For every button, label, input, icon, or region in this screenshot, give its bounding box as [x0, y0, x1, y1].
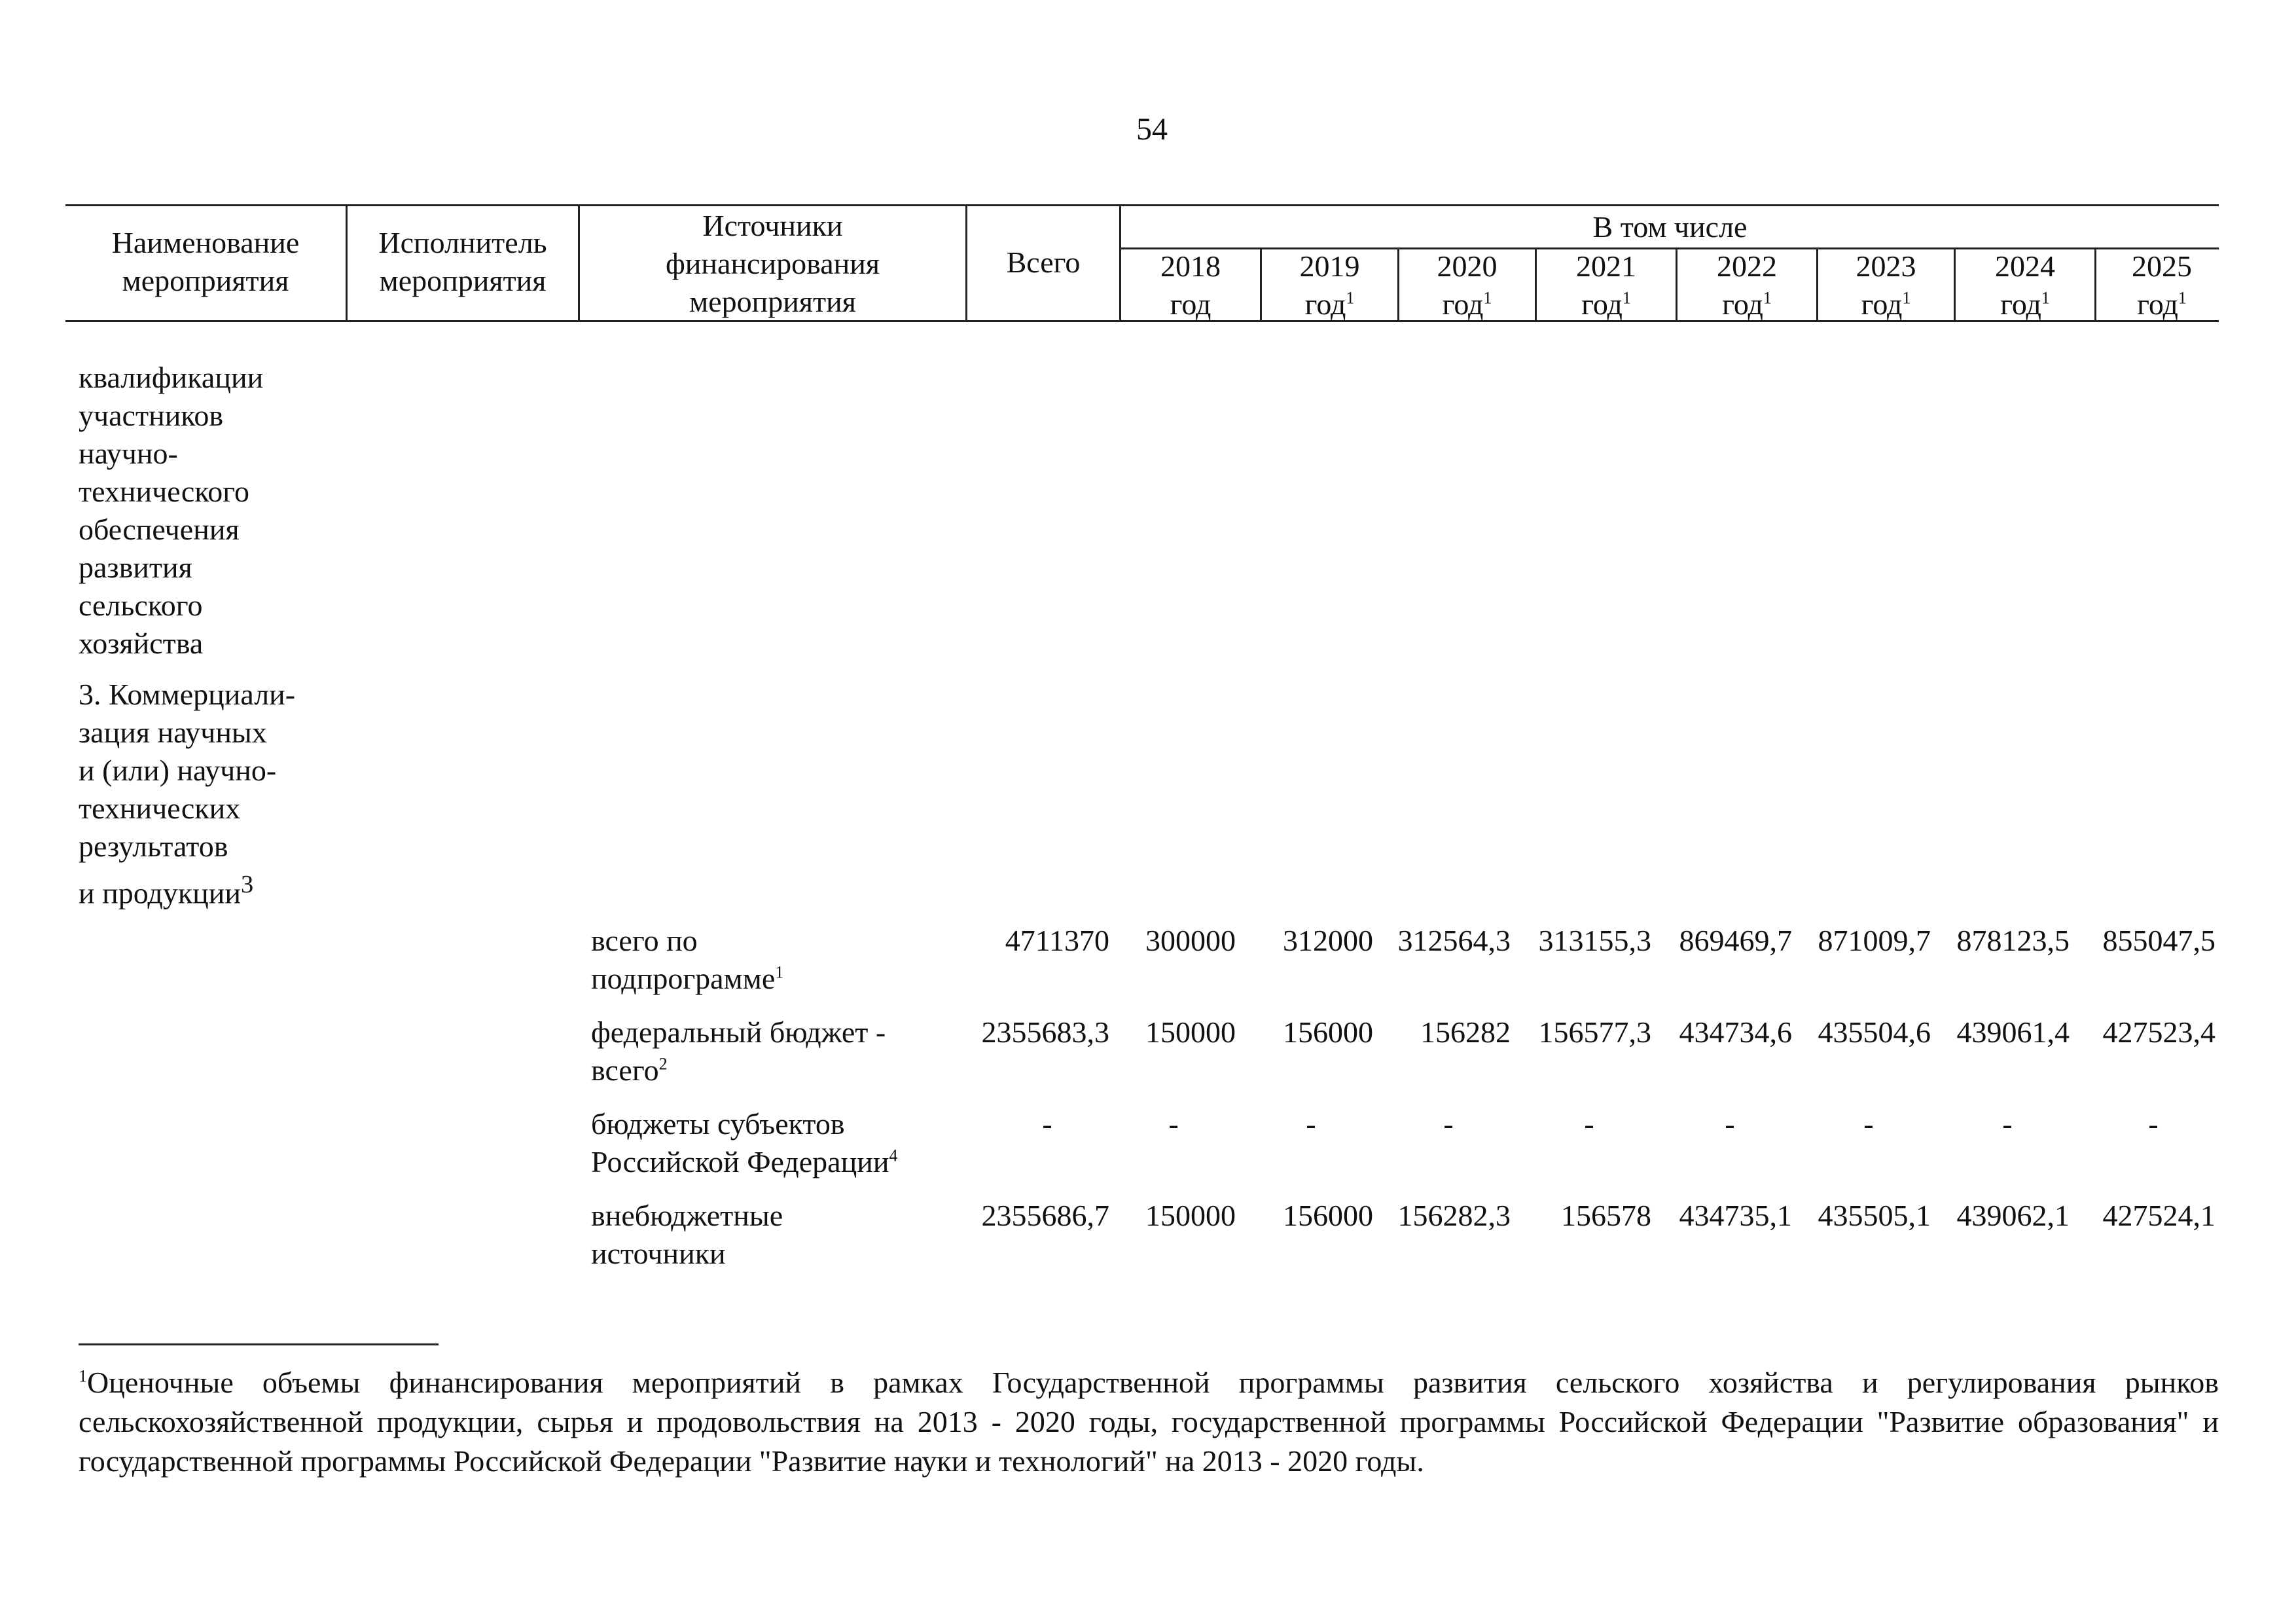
row-year-value: 435505,1 [1818, 1199, 1931, 1232]
row-year-value: - [1306, 1107, 1316, 1140]
footnote-marker: 1 [79, 1366, 87, 1386]
row-year-value: 312000 [1283, 924, 1373, 957]
footnote-ref: 4 [889, 1146, 898, 1165]
row-year-value: 434735,1 [1679, 1199, 1792, 1232]
year-unit [1537, 285, 1676, 323]
row-year-value: 156000 [1283, 1199, 1373, 1232]
footnote-ref: 1 [2041, 288, 2050, 308]
row-year-value: - [1443, 1107, 1454, 1140]
row-year-value: 156578 [1561, 1199, 1651, 1232]
header-sources-line2: финансирования [665, 247, 880, 280]
header-executor-line1: Исполнитель [378, 226, 547, 259]
footnote-text: Оценочные объемы финансирования мероприятий в рамках Государственной программы развития сельского хозяйства и регулирования рынков сельскохозяйственной продукции, сырья и продовольствия на 2013 - 2020 годы, государственной программы Российской Федерации "Развитие образования" и государственной программы Российской Федерации "Развитие науки и технологий" на 2013 - 2020 годы. [79, 1366, 2219, 1478]
row-year-value: 300000 [1145, 924, 1236, 957]
row-year-value: 871009,7 [1818, 924, 1931, 957]
year-unit-text: год [1170, 287, 1211, 321]
row-year-value: 156577,3 [1538, 1015, 1651, 1049]
row-source-text: источники [591, 1237, 726, 1270]
item3-line: технических [79, 792, 241, 825]
footnote-ref: 3 [241, 871, 254, 898]
year-unit [1399, 285, 1535, 323]
header-name-line1: Наименование [111, 226, 300, 259]
row-year-value: 156000 [1283, 1015, 1373, 1049]
row-year-value: - [1863, 1107, 1874, 1140]
continued-line: научно- [79, 437, 178, 470]
year-label: 2025 [2132, 249, 2192, 283]
row-source-text: всего по [591, 924, 698, 957]
header-year-2021 [1537, 247, 1676, 323]
row-year-value: - [1725, 1107, 1735, 1140]
year-label: 2021 [1576, 249, 1636, 283]
year-unit-text: год [2137, 287, 2178, 321]
header-sources [580, 207, 965, 321]
year-unit-text: год [1442, 287, 1484, 321]
row-source-text: бюджеты субъектов [591, 1107, 845, 1140]
row-year-value: 434734,6 [1679, 1015, 1792, 1049]
row-source-line [591, 922, 958, 960]
header-year-2023 [1818, 247, 1954, 323]
year-label: 2020 [1437, 249, 1498, 283]
year-unit [1818, 285, 1954, 323]
continued-line: обеспечения [79, 513, 240, 546]
row-year-value: 427524,1 [2102, 1199, 2215, 1232]
row-source-text: подпрограмме [591, 962, 776, 995]
row-year-value: 439062,1 [1956, 1199, 2070, 1232]
row-source [591, 1105, 958, 1181]
row-source-line [591, 1235, 958, 1273]
year-label: 2022 [1717, 249, 1777, 283]
row-source [591, 1197, 958, 1273]
header-name-line2: мероприятия [122, 264, 289, 297]
footnote [79, 1363, 2219, 1481]
header-year-2018 [1121, 247, 1260, 323]
row-year-value: 150000 [1145, 1199, 1236, 1232]
header-year-2022 [1677, 247, 1816, 323]
row-year-value: 435504,6 [1818, 1015, 1931, 1049]
year-unit-text: год [1581, 287, 1623, 321]
header-year-2019 [1262, 247, 1397, 323]
item3-line: результатов [79, 830, 228, 863]
continued-line: технического [79, 475, 249, 508]
continued-line: сельского [79, 589, 203, 622]
continued-line: участников [79, 399, 224, 432]
row-year-value: 312564,3 [1397, 924, 1511, 957]
row-source-line [591, 1143, 958, 1181]
header-including: В том числе [1592, 210, 1748, 244]
row-source-line [591, 1197, 958, 1235]
row-year-value: 439061,4 [1956, 1015, 2070, 1049]
row-source-text: внебюджетные [591, 1199, 783, 1232]
item3-line: зация научных [79, 716, 267, 749]
row-year-value: 156282,3 [1397, 1199, 1511, 1232]
row-year-value: 427523,4 [2102, 1015, 2215, 1049]
year-unit [1956, 285, 2094, 323]
row-year-value: 855047,5 [2102, 924, 2215, 957]
row-year-value: - [1584, 1107, 1594, 1140]
year-label: 2018 [1160, 249, 1221, 283]
row-year-value: - [1168, 1107, 1179, 1140]
row-year-value: 878123,5 [1956, 924, 2070, 957]
year-unit-text: год [2000, 287, 2041, 321]
header-sources-line1: Источники [702, 209, 843, 242]
item3-line-last [79, 866, 353, 912]
footnote-ref: 1 [775, 962, 784, 982]
item3-line: и продукции [79, 876, 242, 910]
row-year-value: 156282 [1420, 1015, 1511, 1049]
footnote-ref: 1 [1763, 288, 1772, 308]
continued-line: развития [79, 551, 192, 584]
row-total: 4711370 [1005, 924, 1109, 957]
header-year-2020 [1399, 247, 1535, 323]
row-year-value: 313155,3 [1538, 924, 1651, 957]
row-source [591, 922, 958, 998]
header-name [65, 224, 346, 300]
row-source [591, 1013, 958, 1089]
footnote-ref: 1 [1483, 288, 1492, 308]
year-unit-text: год [1304, 287, 1346, 321]
row-year-value: - [2148, 1107, 2159, 1140]
year-label: 2023 [1856, 249, 1916, 283]
row-source-line [591, 1013, 958, 1051]
item-3-name [79, 676, 353, 912]
header-year-2025 [2096, 247, 2227, 323]
row-source-line [591, 960, 958, 998]
footnote-ref: 1 [2178, 288, 2187, 308]
row-source-text: Российской Федерации [591, 1145, 889, 1178]
footnote-ref: 1 [1902, 288, 1911, 308]
year-label: 2024 [1995, 249, 2055, 283]
continued-line: квалификации [79, 361, 264, 394]
item3-line: 3. Коммерциали- [79, 678, 296, 711]
header-total: Всего [1006, 246, 1081, 279]
continued-item-name [79, 359, 353, 663]
row-year-value: 150000 [1145, 1015, 1236, 1049]
footnote-ref: 1 [1622, 288, 1631, 308]
year-label: 2019 [1299, 249, 1360, 283]
year-unit-text: год [1861, 287, 1903, 321]
header-year-2024 [1956, 247, 2094, 323]
header-executor [348, 224, 578, 300]
row-year-value: 869469,7 [1679, 924, 1792, 957]
year-unit [1121, 285, 1260, 323]
row-source-text: федеральный бюджет - [591, 1015, 886, 1049]
year-unit [2096, 285, 2227, 323]
footnote-ref: 1 [1346, 288, 1355, 308]
row-total: 2355683,3 [981, 1015, 1109, 1049]
header-top-rule [65, 204, 2219, 206]
row-source-line [591, 1051, 958, 1089]
continued-line: хозяйства [79, 627, 204, 660]
year-unit-text: год [1722, 287, 1763, 321]
item3-line: и (или) научно- [79, 754, 277, 787]
footnote-rule [79, 1343, 439, 1345]
row-total: 2355686,7 [981, 1199, 1109, 1232]
row-year-value: - [2002, 1107, 2013, 1140]
year-unit [1262, 285, 1397, 323]
row-total: - [1042, 1107, 1052, 1140]
year-unit [1677, 285, 1816, 323]
header-executor-line2: мероприятия [379, 264, 547, 297]
row-source-text: всего [591, 1053, 659, 1087]
page-number: 54 [1136, 112, 1168, 147]
footnote-ref: 2 [658, 1054, 668, 1074]
header-sources-line3: мероприятия [689, 285, 856, 318]
row-source-line [591, 1105, 958, 1143]
